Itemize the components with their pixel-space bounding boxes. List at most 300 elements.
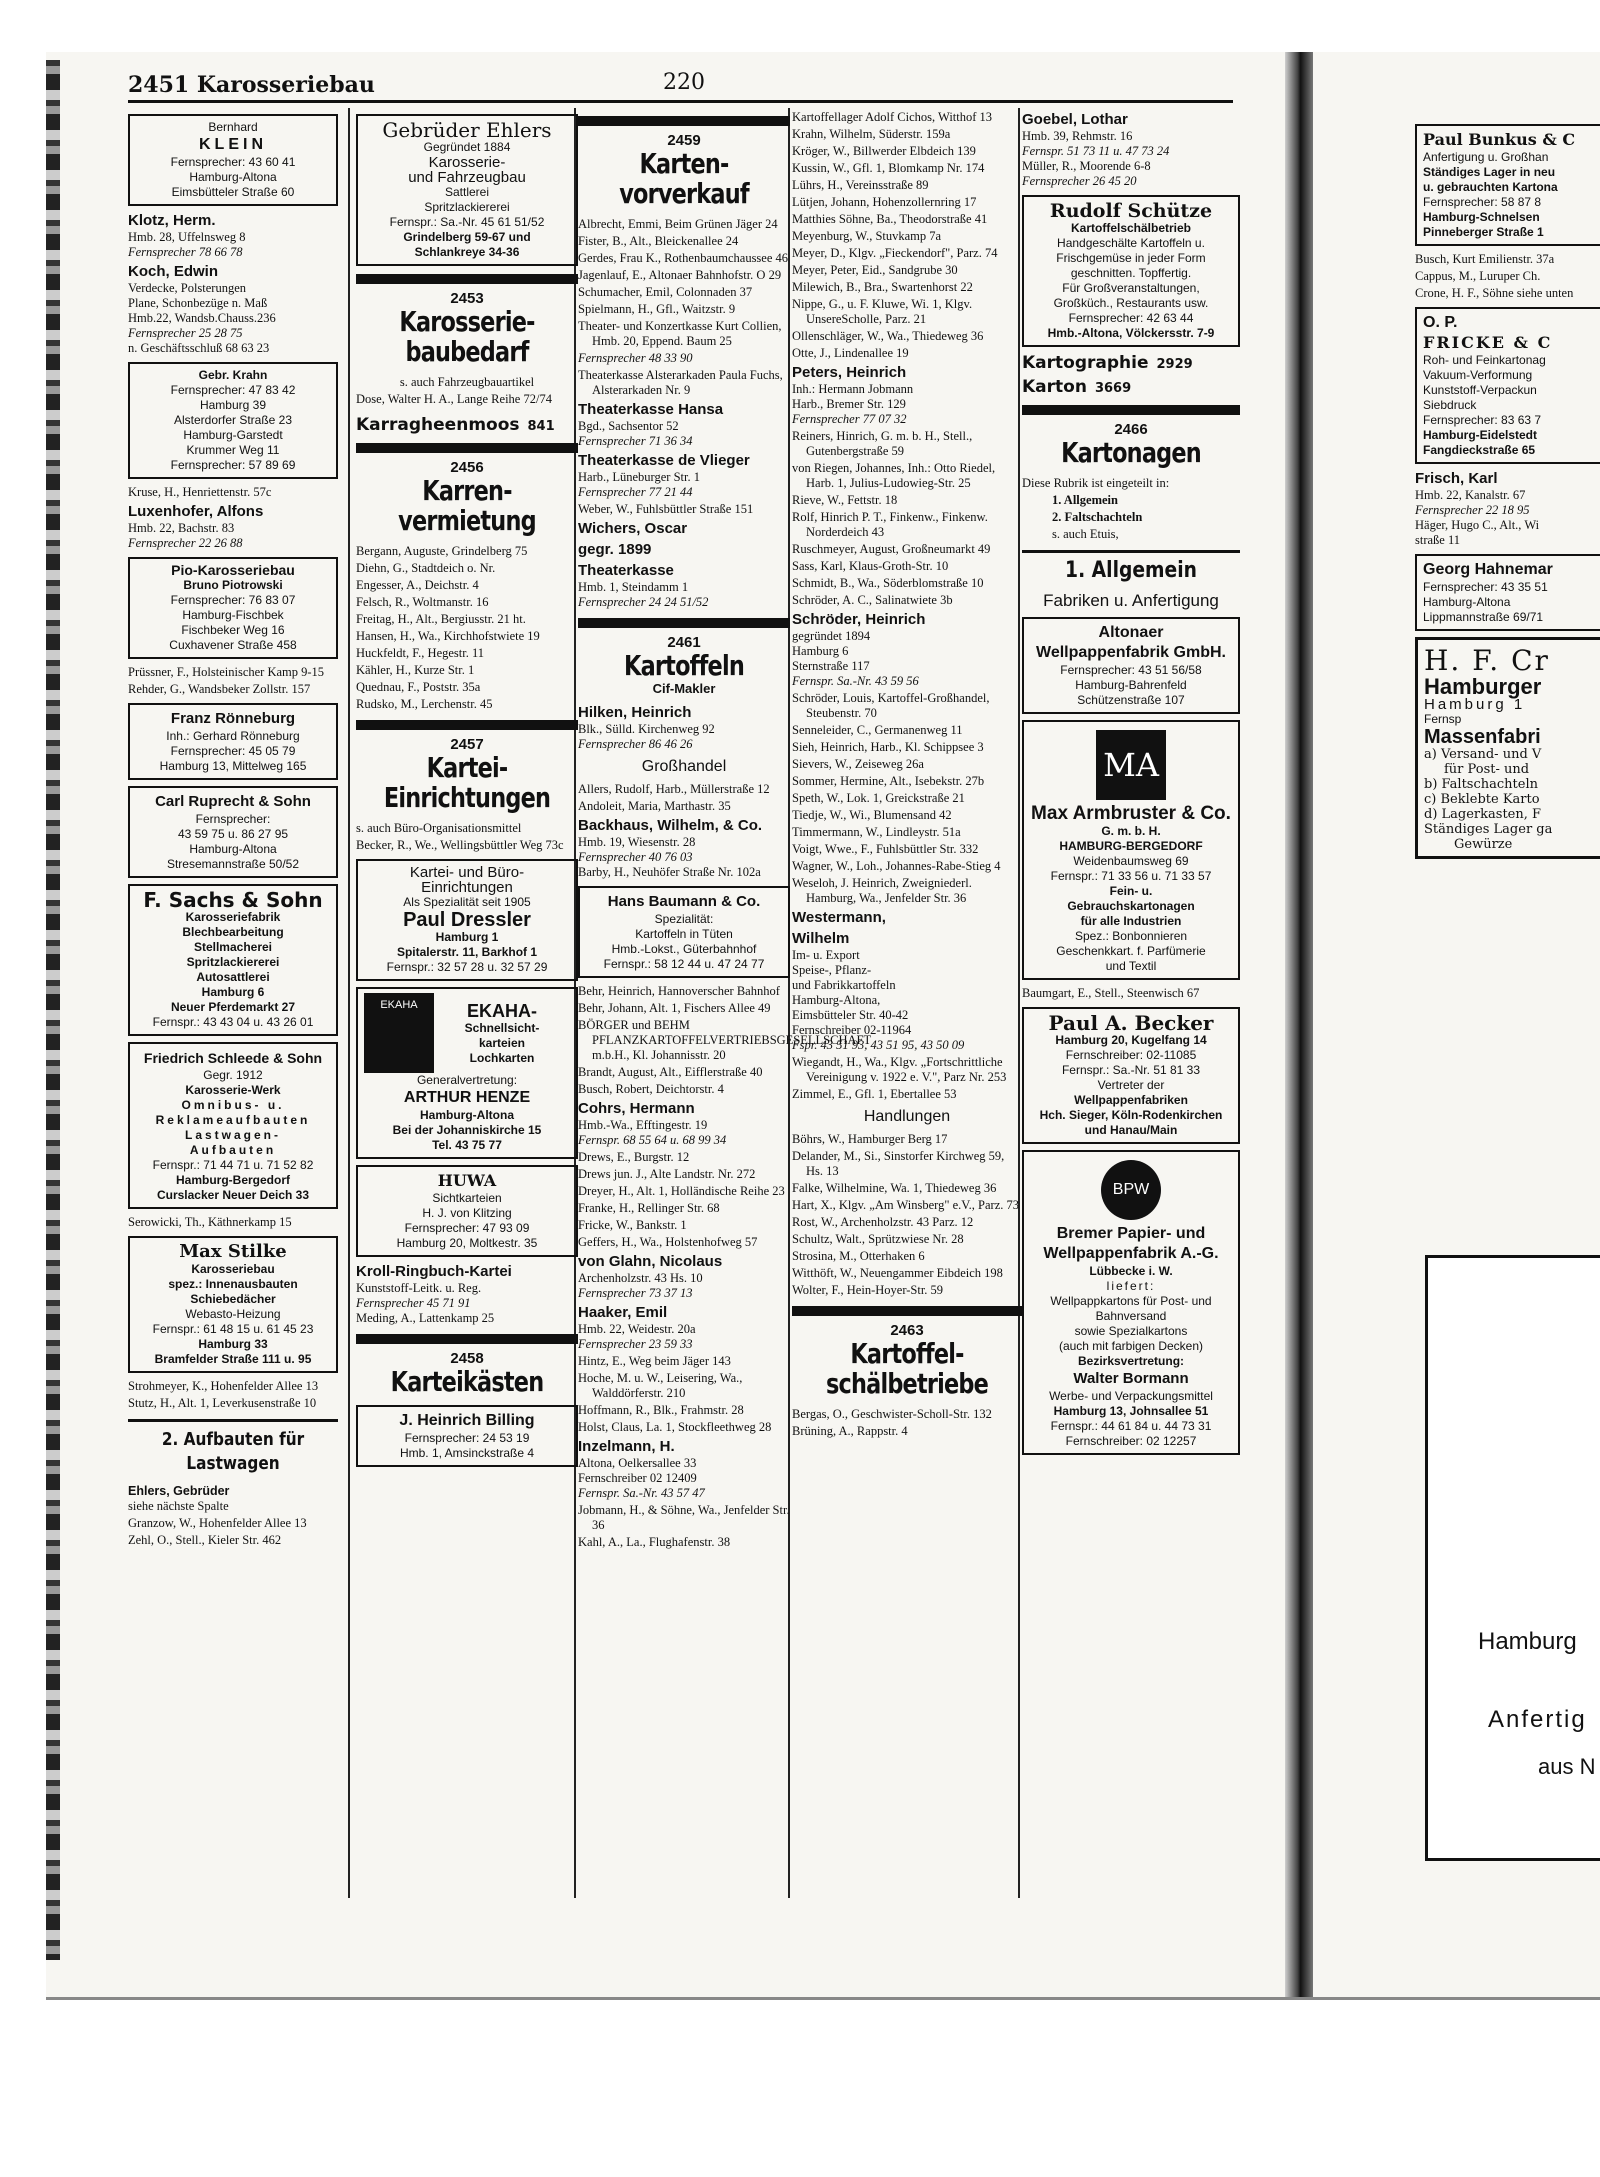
listing-phone: Fernspr. Sa.-Nr. 43 59 56 — [792, 674, 919, 688]
ad-title: Pio-Karosseriebau — [171, 562, 295, 578]
listing: Baumgart, E., Stell., Steenwisch 67 — [1022, 986, 1200, 1000]
listing: Schumacher, Emil, Colonnaden 37 — [578, 285, 753, 299]
ad-line: Fernsprecher: — [195, 812, 271, 826]
ad-line: Fernspr.: Sa.-Nr. 45 61 51/52 — [389, 215, 545, 229]
listing-phone: Fernsprecher 73 37 13 — [578, 1286, 693, 1300]
ad-line: Fernspr.: 32 57 28 u. 32 57 29 — [386, 960, 548, 974]
see-also: s. auch Büro-Organisationsmittel — [356, 821, 522, 835]
ad-line: Geschenkkart. f. Parfümerie — [1056, 944, 1206, 958]
listing: Wiegandt, H., Wa., Klgv. „Fortschrittliche Vereinigung v. 1922 e. V.", Parz Nr. 253 — [792, 1055, 1007, 1084]
ad-line: Wellpappkartons für Post- und Bahnversand — [1050, 1294, 1212, 1323]
listing-phone: Fernsprecher 78 66 78 — [128, 245, 243, 259]
ad-billing — [356, 1405, 578, 1467]
section-rule — [356, 443, 578, 453]
listing-name: Westermann, — [792, 909, 886, 926]
listing: Wagner, W., Loh., Johannes-Rabe-Stieg 4 — [792, 859, 1001, 873]
listing-line: Hmb. 1, Steindamm 1 — [578, 580, 689, 594]
listing-phone: Fernsprecher 26 45 20 — [1022, 174, 1137, 188]
ad-line: Lochkarten — [469, 1050, 535, 1065]
listing: Franke, H., Rellinger Str. 68 — [578, 1201, 720, 1215]
ad-line: Fernsprecher: 42 63 44 — [1068, 311, 1194, 325]
ad-title: KLEIN — [199, 136, 267, 153]
section-2466 — [1022, 405, 1240, 468]
ad-line: Fernsprecher: 43 35 51 — [1423, 580, 1548, 594]
ad-line: Anfertigung u. Großhan — [1423, 150, 1549, 164]
ad-line: Fernspr.: 71 33 56 u. 71 33 57 — [1050, 869, 1212, 883]
listing: Sievers, W., Zeiseweg 26a — [792, 757, 924, 771]
ad-line: Fernspr.: 58 12 44 u. 47 24 77 — [603, 957, 765, 971]
ad-line: Autosattlerei — [196, 970, 270, 984]
ad-line: für Post- und — [1444, 762, 1530, 777]
ad-title: Paul Dressler — [403, 909, 531, 931]
ad-line: Fernsp — [1424, 712, 1462, 726]
ad-frame-facing — [1425, 1255, 1600, 1861]
ad-line: spez.: Innenausbauten — [168, 1277, 298, 1291]
ad-title: Franz Rönneburg — [170, 710, 296, 727]
section-2458 — [356, 1334, 578, 1397]
listing — [578, 401, 790, 449]
logo-text: BPW — [1112, 1181, 1150, 1198]
ad-title: Paul Bunkus & C — [1423, 130, 1576, 149]
listing-line: Hmb. 19, Wiesenstr. 28 — [578, 835, 696, 849]
listing: Lührs, H., Vereinsstraße 89 — [792, 178, 929, 192]
listing: Weseloh, J. Heinrich, Zweigniederl. Hamburg, Wa., Jenfelder Str. 36 — [792, 876, 972, 905]
ad-ruprecht — [128, 786, 338, 878]
listing: Engesser, A., Deichstr. 4 — [356, 578, 479, 592]
ad-title: Max Armbruster & Co. — [1031, 803, 1231, 824]
ad-schuetze — [1022, 195, 1240, 347]
section-number: 2458 — [450, 1350, 484, 1367]
listing: Busch, Kurt Emilienstr. 37a — [1415, 252, 1555, 266]
ad-title: Friedrich Schleede & Sohn — [143, 1050, 323, 1066]
ad-line: Fernspr.: Sa.-Nr. 51 81 33 — [1061, 1063, 1201, 1077]
listing-phone: Fernsprecher 86 46 26 — [578, 737, 693, 751]
listing-name: Backhaus, Wilhelm, & Co. — [578, 817, 763, 834]
ad-line: Webasto-Heizung — [185, 1307, 281, 1321]
ad-line: Hamburg-Altona — [420, 1108, 514, 1122]
ad-line: Kartoffelschälbetrieb — [1070, 221, 1192, 235]
listing: Zehl, O., Stell., Kieler Str. 462 — [128, 1533, 282, 1547]
listing: Spielmann, H., Gfl., Waitzstr. 9 — [578, 302, 736, 316]
listing-name: Ehlers, Gebrüder — [128, 1484, 230, 1498]
heading-label: Karragheenmoos — [356, 415, 520, 435]
listing — [578, 520, 790, 610]
listing-name: Wilhelm — [792, 930, 850, 947]
ad-line: Hamburg-Eidelstedt — [1423, 428, 1538, 442]
listing-line: straße 11 — [1415, 533, 1461, 547]
ad-line: b) Faltschachteln — [1424, 777, 1538, 792]
ad-line: und Textil — [1105, 959, 1157, 973]
listing-name: Theaterkasse Hansa — [578, 401, 724, 418]
ad-line: Fernsprecher: 24 53 19 — [404, 1431, 530, 1445]
ad-line: Karosseriebau — [191, 1262, 275, 1276]
ad-line: Stresemannstraße 50/52 — [166, 857, 300, 871]
ad-line: Fernsprecher: 57 89 69 — [170, 458, 296, 472]
ad-line: Frischgemüse in jeder Form — [1056, 251, 1206, 265]
ad-line: Einrichtungen — [421, 879, 513, 896]
rubric-item: 2. Faltschachteln — [1052, 510, 1143, 524]
listing-name: Schröder, Heinrich — [792, 611, 926, 628]
ad-line: Spez.: Bonbonnieren — [1074, 929, 1188, 943]
ad-line: Hamburg-Altona — [1423, 595, 1511, 609]
ad-line: Für Großveranstaltungen, — [1062, 281, 1200, 295]
ad-line: geschnitten. Topffertig. — [1070, 266, 1192, 280]
listing — [578, 1253, 790, 1301]
ad-line: Hch. Sieger, Köln-Rodenkirchen und Hanau/Main — [1039, 1108, 1223, 1137]
column-2 — [356, 108, 578, 1473]
listing-line: Altona, Oelkersallee 33 — [578, 1456, 697, 1470]
ad-title: HUWA — [437, 1171, 497, 1190]
listing-line: Hmb.22, Wandsb.Chauss.236 — [128, 311, 276, 325]
ad-line: Hamburg 13, Johnsallee 51 — [1053, 1404, 1209, 1418]
ad-line: Fernsprecher: 43 51 56/58 — [1060, 663, 1202, 677]
ad-line: Gebrauchskartonagen — [1067, 899, 1195, 913]
ad-line: Hamburg-Altona — [189, 842, 277, 856]
ad-line: Generalvertretung: — [416, 1073, 518, 1087]
section-number: 2459 — [667, 132, 701, 149]
listing-name: Luxenhofer, Alfons — [128, 503, 264, 520]
ad-line: Eimsbütteler Straße 60 — [171, 185, 295, 199]
listing-phone: Fspr. 43 51 93, 43 51 95, 43 50 09 — [792, 1038, 965, 1052]
listing-line: Bgd., Sachsentor 52 — [578, 419, 679, 433]
listing: Lütjen, Johann, Hohenzollernring 17 — [792, 195, 977, 209]
listing: Huckfeldt, F., Hegestr. 11 — [356, 646, 485, 660]
listing: Meyenburg, W., Stuvkamp 7a — [792, 229, 942, 243]
listing-line: Inh.: Hermann Jobmann — [792, 382, 914, 396]
listing: Dreyer, H., Alt. 1, Holländische Reihe 23 — [578, 1184, 785, 1198]
listing: Hart, X., Klgv. „Am Winsberg" e.V., Parz. 73 — [792, 1198, 1020, 1212]
section-title: Karten-vorverkauf — [619, 147, 749, 210]
ad-line: Als Spezialität seit 1905 — [403, 895, 531, 909]
ad-line: Weidenbaumsweg 69 — [1073, 854, 1189, 868]
ad-title: Gebrüder Ehlers — [382, 118, 552, 142]
section-rule — [578, 116, 790, 126]
listing-line: Hmb. 22, Weidestr. 20a — [578, 1322, 696, 1336]
ad-line: Grindelberg 59-67 und — [403, 230, 531, 244]
listing-name: Wichers, Oscar — [578, 520, 688, 537]
listing-line: siehe nächste Spalte — [128, 1499, 229, 1513]
section-title: Karteikästen — [390, 1365, 544, 1398]
listing: Kahl, A., La., Flughafenstr. 38 — [578, 1535, 731, 1549]
listing: Böhrs, W., Hamburger Berg 17 — [792, 1132, 948, 1146]
ad-line: Kartei- und Büro- — [409, 864, 525, 881]
listing: Crone, H. F., Söhne siehe unten — [1415, 286, 1574, 300]
listing: Andoleit, Maria, Marthastr. 35 — [578, 799, 731, 813]
ad-line: Fernsprecher: 58 87 8 — [1423, 195, 1542, 209]
ad-title: Gebr. Krahn — [198, 368, 268, 382]
heading-karton — [1022, 377, 1240, 397]
listing-line: Kunststoff-Leitk. u. Reg. — [356, 1281, 482, 1295]
ad-becker — [1022, 1007, 1240, 1144]
section-title: Kartei-Einrichtungen — [383, 751, 551, 814]
ad-line: Fernspr.: 43 43 04 u. 43 26 01 — [152, 1015, 314, 1029]
ad-line: Hamburg 33 — [198, 1337, 268, 1351]
listing-line: Speise-, Pflanz- — [792, 963, 872, 977]
ad-line: Walter Bormann — [1073, 1370, 1189, 1387]
listing: Brandt, August, Alt., Eifflerstraße 40 — [578, 1065, 763, 1079]
listing-line: Sternstraße 117 — [792, 659, 870, 673]
ad-line: und Fahrzeugbau — [408, 169, 526, 186]
listing-phone: Fernsprecher 22 26 88 — [128, 536, 243, 550]
listing: Delander, M., Si., Sinstorfer Kirchweg 59, Hs. 13 — [792, 1149, 1005, 1178]
listing: Meyer, Peter, Eid., Sandgrube 30 — [792, 263, 958, 277]
ad-hahnemann — [1415, 554, 1600, 631]
bremer-logo — [1101, 1160, 1161, 1220]
listing: Behr, Johann, Alt. 1, Fischers Allee 49 — [578, 1001, 771, 1015]
logo-text: MA — [1103, 746, 1159, 784]
listing: Behr, Heinrich, Hannoverscher Bahnhof — [578, 984, 780, 998]
ad-title: Hamburger — [1424, 674, 1542, 699]
listing-name: Peters, Heinrich — [792, 364, 907, 381]
ad-line: Kunststoff-Verpackun — [1423, 383, 1537, 397]
listing — [578, 1438, 790, 1501]
listing: Stutz, H., Alt. 1, Leverkusenstraße 10 — [128, 1396, 317, 1410]
listing — [578, 452, 790, 500]
ad-line: Karosserie- — [428, 154, 506, 171]
section-allgemein — [1022, 550, 1240, 583]
section-rule — [356, 720, 578, 730]
heading-karragheenmoos — [356, 415, 578, 435]
ad-line: Fernsprecher: 83 63 7 — [1423, 413, 1542, 427]
ad-line: Fernsprecher: 76 83 07 — [170, 593, 296, 607]
ad-line: Hamburg — [1478, 1628, 1577, 1655]
ad-title: Carl Ruprecht & Sohn — [155, 793, 311, 810]
listing: Kähler, H., Kurze Str. 1 — [356, 663, 475, 677]
ad-line: Ständiges Lager in neu — [1423, 165, 1556, 179]
listing: Kussin, W., Gfl. 1, Blomkamp Nr. 174 — [792, 161, 985, 175]
listing: Sass, Karl, Klaus-Groth-Str. 10 — [792, 559, 949, 573]
listing — [578, 704, 790, 752]
listing-line: Meding, A., Lattenkamp 25 — [356, 1311, 495, 1325]
ad-line: Spritzlackiererei — [424, 200, 510, 214]
ad-line: Fernspr.: 61 48 15 u. 61 45 23 — [152, 1322, 314, 1336]
listing: Bergann, Auguste, Grindelberg 75 — [356, 544, 528, 558]
ad-line: u. gebrauchten Kartona — [1423, 180, 1558, 194]
listing: Busch, Robert, Deichtorstr. 4 — [578, 1082, 724, 1096]
ad-line: Lippmannstraße 69/71 — [1423, 610, 1544, 624]
listing: Cappus, M., Luruper Ch. — [1415, 269, 1541, 283]
section-rule — [128, 1419, 338, 1422]
page-gutter — [1285, 52, 1313, 2000]
listing-name: Klotz, Herm. — [128, 212, 216, 229]
section-2457 — [356, 720, 578, 813]
listing: Kruse, H., Henriettenstr. 57c — [128, 485, 272, 499]
listing: Drews, E., Burgstr. 12 — [578, 1150, 690, 1164]
listing: Meyer, D., Klgv. „Fieckendorf", Parz. 74 — [792, 246, 998, 260]
ad-line: Hamburg 1 — [1424, 696, 1526, 713]
listing — [792, 611, 1022, 689]
ad-line: Fernsprecher: 47 93 09 — [404, 1221, 530, 1235]
listing-line: Verdecke, Polsterungen — [128, 281, 247, 295]
ad-line: Hamburg 39 — [199, 398, 267, 412]
section-number: 2463 — [890, 1322, 924, 1339]
listing: Becker, R., We., Wellingsbüttler Weg 73c — [356, 838, 564, 852]
ad-line: Hamburg 1 — [435, 930, 499, 944]
listing-name: Frisch, Karl — [1415, 470, 1498, 487]
ad-line: Fernschreiber: 02-11085 — [1065, 1048, 1197, 1062]
listing-name: Hilken, Heinrich — [578, 704, 692, 721]
ad-line: Werbe- und Verpackungsmittel — [1049, 1389, 1213, 1403]
section-rule — [356, 1334, 578, 1344]
listing: Otte, J., Lindenallee 19 — [792, 346, 909, 360]
ad-line: HAMBURG-BERGEDORF — [1059, 839, 1203, 853]
ekaha-logo — [364, 993, 434, 1073]
listing-name: gegr. 1899 — [578, 541, 652, 558]
ad-line: Fangdieckstraße 65 — [1423, 443, 1536, 457]
listing — [1022, 111, 1240, 189]
ad-line: G. m. b. H. — [1101, 824, 1161, 838]
listing-name: Koch, Edwin — [128, 263, 218, 280]
ad-title: Hans Baumann & Co. — [607, 893, 761, 910]
ad-line: Vakuum-Verformung — [1423, 368, 1533, 382]
listing: Serowicki, Th., Käthnerkamp 15 — [128, 1215, 292, 1229]
ad-line: Lübbecke i. W. — [1089, 1264, 1173, 1278]
ad-line: Bei der Johanniskirche 15 — [392, 1123, 542, 1137]
ad-line: Omnibus- u. — [181, 1098, 285, 1112]
binding-edge — [46, 60, 60, 1960]
section-title: 1. Allgemein — [1065, 558, 1197, 583]
listing-line: Häger, Hugo C., Alt., Wi — [1415, 518, 1540, 532]
listing — [356, 1263, 578, 1326]
listing — [578, 817, 790, 880]
listing: Brüning, A., Rappstr. 4 — [792, 1424, 908, 1438]
ad-line: Spezialität: — [654, 912, 714, 926]
ad-line: Großküch., Restaurants usw. — [1053, 296, 1209, 310]
ad-title: Paul A. Becker — [1048, 1011, 1214, 1035]
listing: Rost, W., Archenholzstr. 43 Parz. 12 — [792, 1215, 974, 1229]
listing-line: Hmb. 22, Bachstr. 83 — [128, 521, 235, 535]
listing-phone: Fernsprecher 24 24 51/52 — [578, 595, 709, 609]
ad-line: Tel. 43 75 77 — [432, 1138, 502, 1152]
listing-phone: Fernspr. Sa.-Nr. 43 57 47 — [578, 1486, 705, 1500]
ad-line: sowie Spezialkartons — [1074, 1324, 1188, 1338]
listing: Krahn, Wilhelm, Süderstr. 159a — [792, 127, 951, 141]
ad-line: Lastwagen- — [184, 1128, 281, 1142]
listing: Weber, W., Fuhlsbüttler Straße 151 — [578, 502, 754, 516]
ad-line: Vertreter der — [1097, 1078, 1165, 1092]
listing: Voigt, Wwe., F., Fuhlsbüttler Str. 332 — [792, 842, 979, 856]
section-title: Kartoffeln — [624, 649, 744, 682]
listing: Ruschmeyer, August, Großneumarkt 49 — [792, 542, 991, 556]
ad-line: Roh- und Feinkartonag — [1423, 353, 1546, 367]
listing-phone: Fernsprecher 40 76 03 — [578, 850, 693, 864]
listing-line: Archenholzstr. 43 Hs. 10 — [578, 1271, 703, 1285]
listing: Fister, B., Alt., Bleickenallee 24 — [578, 234, 739, 248]
listing-line: Hmb.-Wa., Efftingestr. 19 — [578, 1118, 708, 1132]
ad-line: Hamburg 20, Kugelfang 14 — [1055, 1033, 1207, 1047]
ad-dressler — [356, 859, 578, 981]
subheading: Handlungen — [863, 1108, 951, 1125]
ad-line: Sichtkarteien — [432, 1191, 502, 1205]
heading-number: 841 — [527, 419, 555, 434]
listing: Schröder, A. C., Salinatwiete 3b — [792, 593, 953, 607]
listing-line: Hmb. 39, Rehmstr. 16 — [1022, 129, 1133, 143]
section-rule — [356, 274, 578, 284]
section-2-aufbauten — [128, 1419, 338, 1476]
ad-line: Anfertig — [1488, 1706, 1587, 1733]
logo-text: EKAHA — [380, 999, 418, 1011]
ad-line: Bernhard — [208, 120, 258, 134]
ad-title: Max Stilke — [179, 1241, 287, 1262]
ad-line: Fischbeker Weg 16 — [181, 623, 285, 637]
listing: Quednau, F., Poststr. 35a — [356, 680, 481, 694]
ad-line: a) Versand- und V — [1424, 747, 1542, 762]
listing: Speth, W., Lok. 1, Greickstraße 21 — [792, 791, 965, 805]
ad-title: Altonaer — [1098, 624, 1164, 641]
listing: Felsch, R., Woltmanstr. 16 — [356, 595, 489, 609]
listing: Zimmel, E., Gfl. 1, Ebertallee 53 — [792, 1087, 957, 1101]
ad-sachs — [128, 884, 338, 1036]
listing: Schmidt, B., Wa., Söderblomstraße 10 — [792, 576, 984, 590]
listing: Timmermann, W., Lindleystr. 51a — [792, 825, 961, 839]
ad-line: Ständiges Lager ga — [1424, 822, 1553, 837]
heading-number: 2929 — [1156, 357, 1193, 372]
listing: Bergas, O., Geschwister-Scholl-Str. 132 — [792, 1407, 992, 1421]
ad-line: Hamburg-Bahrenfeld — [1075, 678, 1187, 692]
listing-name: Goebel, Lothar — [1022, 111, 1128, 128]
listing-line: n. Geschäftsschluß 68 63 23 — [128, 341, 270, 355]
listing-name: Theaterkasse — [578, 562, 674, 579]
section-2461 — [578, 618, 790, 696]
ad-line: Gewürze — [1454, 837, 1513, 852]
listing-line: Hamburg-Altona, — [792, 993, 881, 1007]
ad-line: Wellpappenfabriken — [1074, 1093, 1188, 1107]
ad-line: Reklameaufbauten — [155, 1113, 311, 1127]
ad-line: für alle Industrien — [1080, 914, 1182, 928]
listing: Drews jun. J., Alte Landstr. Nr. 272 — [578, 1167, 756, 1181]
ad-line: Inh.: Gerhard Rönneburg — [166, 729, 300, 743]
listing: Reiners, Hinrich, G. m. b. H., Stell., Gutenbergstraße 59 — [792, 429, 973, 458]
ad-title: EKAHA- — [467, 1000, 537, 1021]
ad-schleede — [128, 1042, 338, 1209]
ad-title: H. F. Cr — [1424, 644, 1550, 677]
listing: Milewich, B., Bra., Swartenhorst 22 — [792, 280, 973, 294]
column-6-facing-page — [1415, 118, 1600, 865]
section-number: 2466 — [1114, 421, 1148, 438]
listing — [128, 212, 338, 260]
listing: Fernsprecher 48 33 90 — [578, 351, 693, 365]
listing-name: Kroll-Ringbuch-Kartei — [356, 1263, 512, 1280]
listing-phone: Fernspr. 68 55 64 u. 68 99 34 — [578, 1133, 727, 1147]
listing: Rudsko, M., Lerchenstr. 45 — [356, 697, 493, 711]
ad-line: Fernsprecher: 45 05 79 — [170, 744, 296, 758]
ad-line: (auch mit farbigen Decken) — [1058, 1339, 1204, 1353]
listing — [578, 1304, 790, 1352]
page-number: 220 — [663, 70, 705, 95]
listing: Geffers, H., Wa., Holstenhofweg 57 — [578, 1235, 758, 1249]
listing: Hoffmann, R., Blk., Frahmstr. 28 — [578, 1403, 744, 1417]
heading-number: 3669 — [1094, 381, 1132, 396]
ad-title: O. P. — [1423, 314, 1458, 331]
listing: Ollenschläger, W., Wa., Thiedeweg 36 — [792, 329, 984, 343]
ad-line: Fernspr.: 44 61 84 u. 44 73 31 — [1050, 1419, 1212, 1433]
listing: Schröder, Louis, Kartoffel-Großhandel, Steubenstr. 70 — [792, 691, 990, 720]
listing-line: und Fabrikkartoffeln — [792, 978, 896, 992]
section-subtitle: Cif-Makler — [652, 681, 716, 696]
ad-line: Krummer Weg 11 — [186, 443, 280, 457]
listing: Falke, Wilhelmine, Wa. 1, Thiedeweg 36 — [792, 1181, 997, 1195]
ad-line: Gegründet 1884 — [423, 140, 511, 154]
listing-phone: Fernsprecher 77 21 44 — [578, 485, 693, 499]
section-rule — [792, 1306, 1022, 1316]
ad-line: Bezirksvertretung: — [1077, 1354, 1185, 1368]
column-1 — [128, 108, 338, 1550]
listing: Jagenlauf, E., Altonaer Bahnhofstr. O 29 — [578, 268, 782, 282]
column-divider — [348, 108, 350, 1898]
ad-line: Hamburg 20, Moltkestr. 35 — [396, 1236, 538, 1250]
ad-line: Spitalerstr. 11, Barkhof 1 — [396, 945, 538, 959]
listing: Senneleider, C., Germanenweg 11 — [792, 723, 963, 737]
